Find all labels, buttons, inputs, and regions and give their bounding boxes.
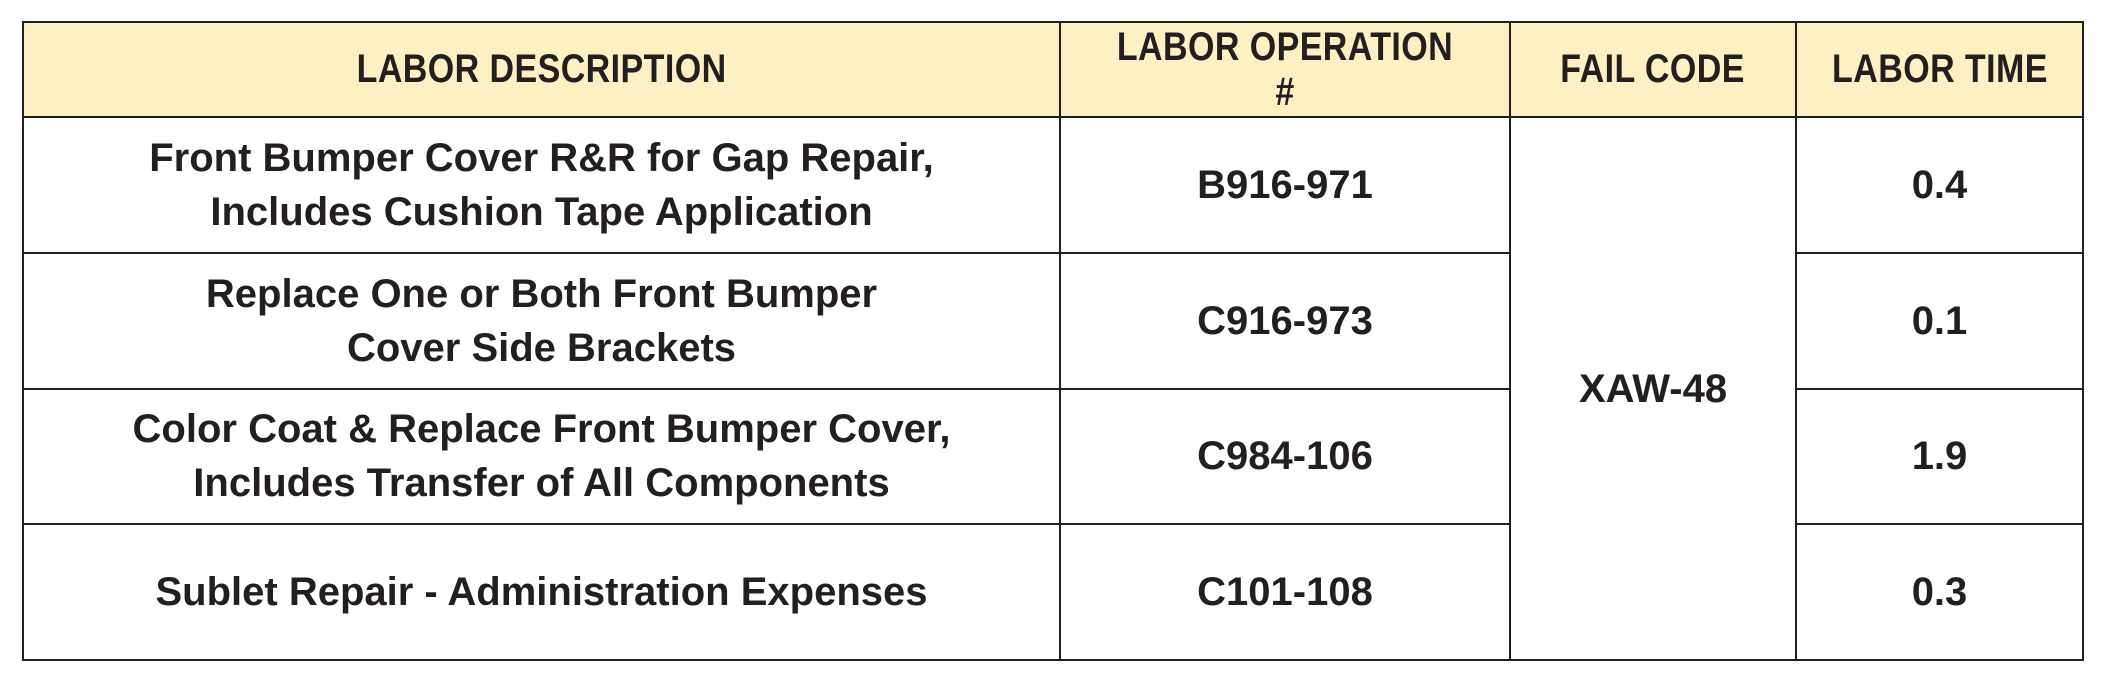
header-labor-operation	[1060, 22, 1510, 117]
header-fail-code	[1510, 22, 1796, 117]
table-row	[23, 117, 2083, 253]
labor-description-line: Sublet Repair - Administration Expenses	[155, 570, 928, 615]
labor-operation-cell: C984-106	[1060, 389, 1510, 525]
labor-description-line: Color Coat & Replace Front Bumper Cover,	[132, 407, 951, 452]
labor-operation-cell: B916-971	[1060, 117, 1510, 253]
labor-time-cell: 1.9	[1796, 389, 2083, 525]
labor-time-cell: 0.3	[1796, 524, 2083, 660]
labor-description-line: Cover Side Brackets	[346, 325, 737, 370]
labor-description-line: Replace One or Both Front Bumper	[205, 271, 878, 316]
header-labor-time-text: LABOR TIME	[1831, 47, 2048, 91]
labor-description-line: Includes Transfer of All Components	[193, 461, 890, 506]
labor-description-line: Front Bumper Cover R&R for Gap Repair,	[149, 135, 934, 180]
table-header-row	[23, 22, 2083, 117]
labor-description-cell	[23, 117, 1060, 253]
labor-time-cell: 0.4	[1796, 117, 2083, 253]
header-labor-description-text: LABOR DESCRIPTION	[356, 47, 727, 91]
labor-operations-table	[22, 21, 2084, 661]
labor-description-cell	[23, 524, 1060, 660]
header-fail-code-text: FAIL CODE	[1560, 47, 1746, 91]
labor-description-cell	[23, 389, 1060, 525]
header-labor-time	[1796, 22, 2083, 117]
header-labor-operation-text: LABOR OPERATION #	[1116, 24, 1454, 114]
header-labor-description	[23, 22, 1060, 117]
labor-time-cell: 0.1	[1796, 253, 2083, 389]
labor-operation-cell: C101-108	[1060, 524, 1510, 660]
fail-code-cell: XAW-48	[1510, 117, 1796, 660]
labor-operation-cell: C916-973	[1060, 253, 1510, 389]
labor-description-cell	[23, 253, 1060, 389]
labor-description-line: Includes Cushion Tape Application	[210, 189, 873, 234]
